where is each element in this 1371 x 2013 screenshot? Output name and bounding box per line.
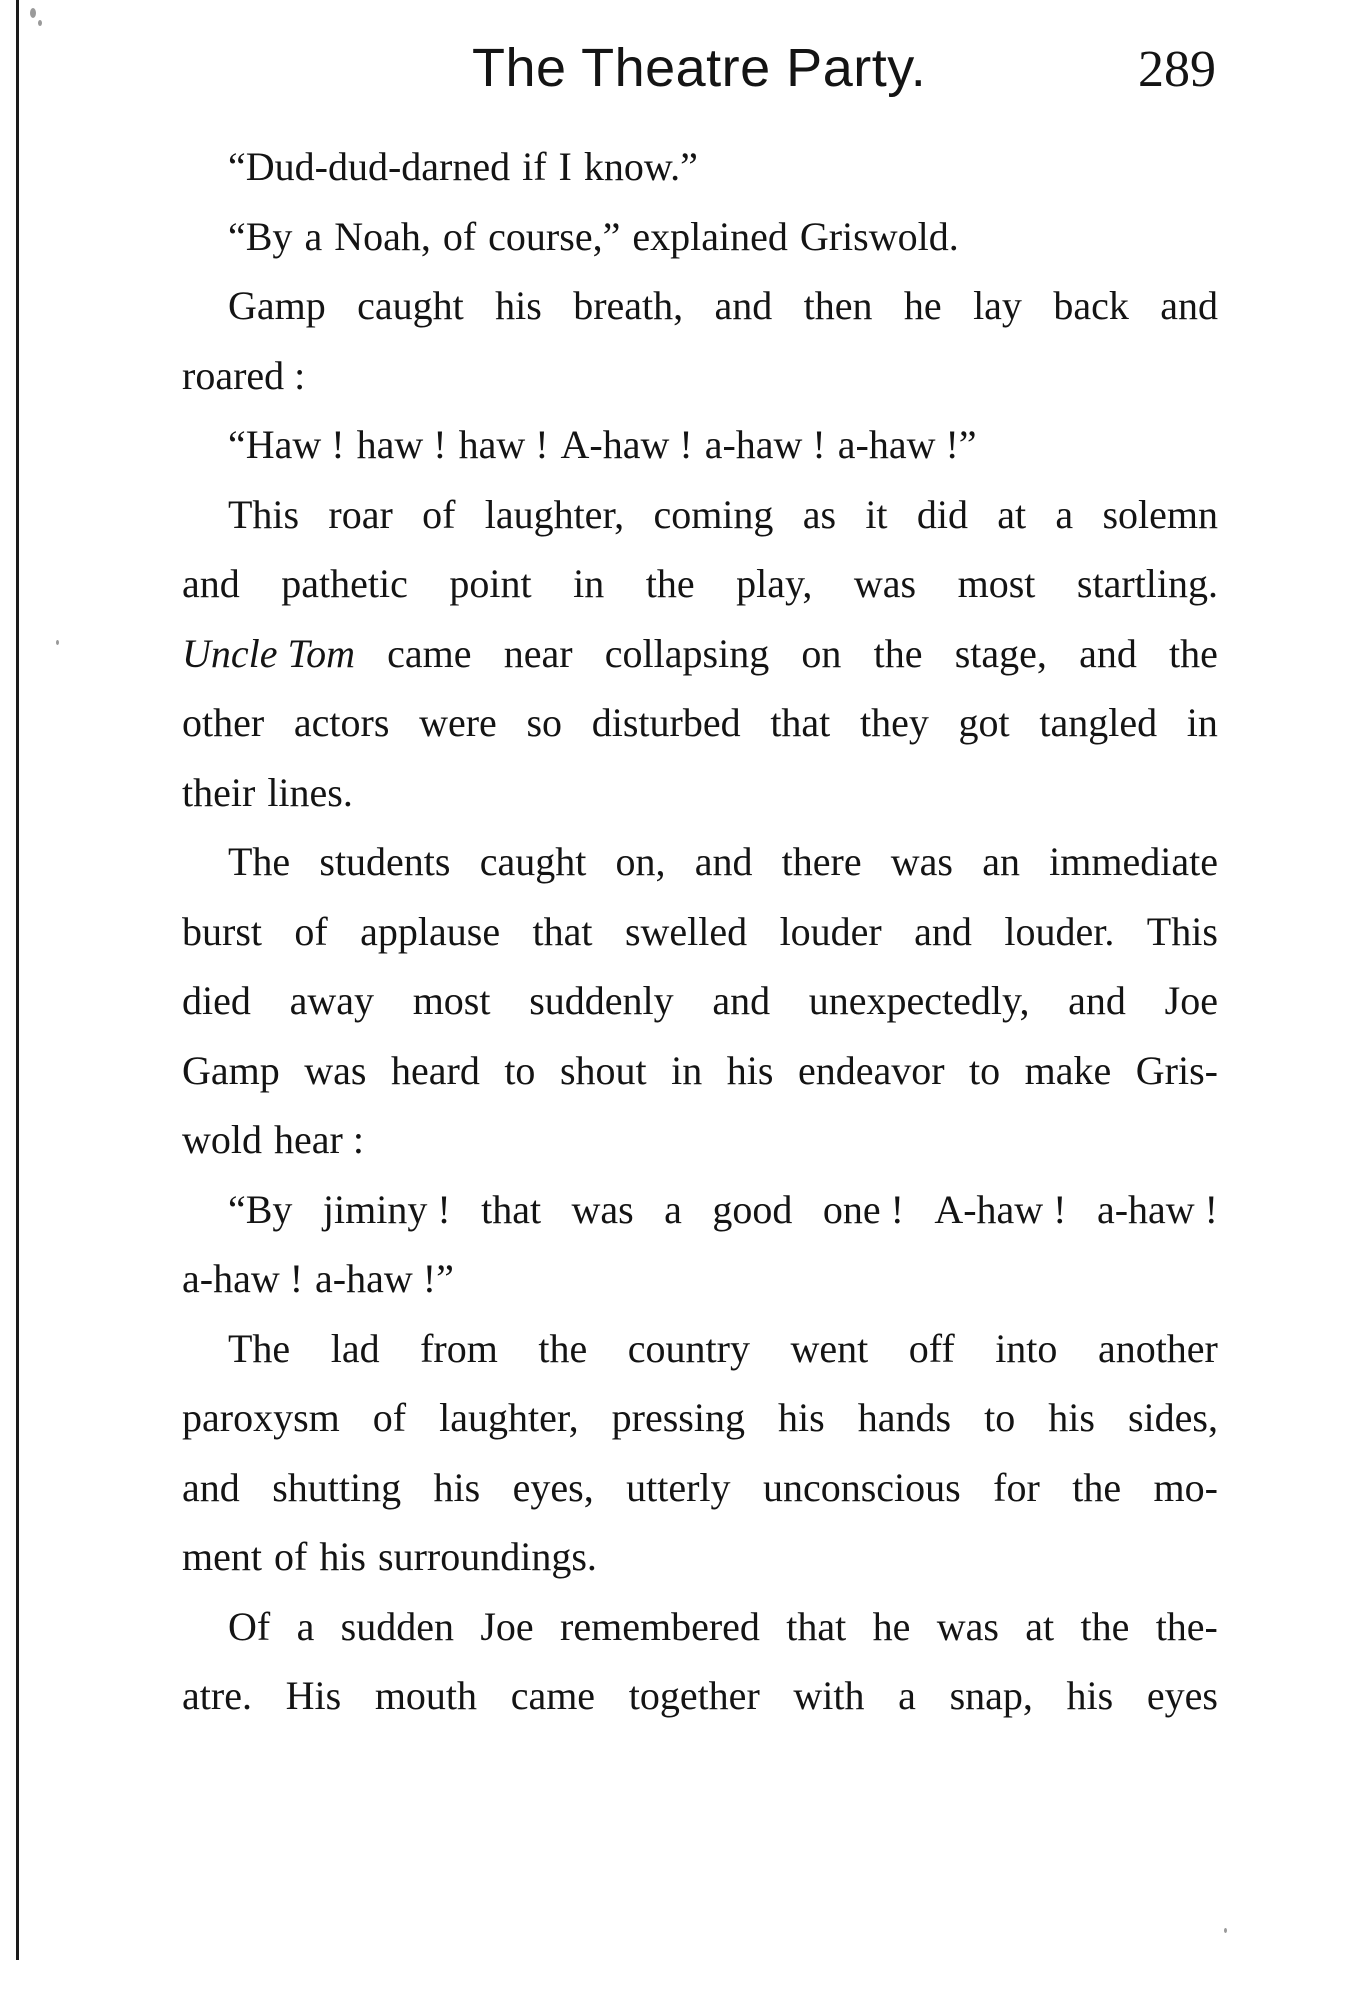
word: solemn [1102,491,1218,537]
word: and [182,1464,240,1510]
word: most [412,978,491,1023]
body-text [182,132,1218,1731]
word: was [890,839,953,884]
word: “By [228,1186,293,1232]
word: did [916,491,968,537]
word: applause [360,908,501,954]
text-line [182,549,1218,619]
word: a [1055,491,1074,537]
word: a-haw ! [704,422,826,467]
word: coming [653,491,774,537]
word: the [538,1325,588,1371]
word: of [442,213,477,259]
text-line [182,1453,1218,1523]
word: for [993,1464,1040,1510]
word: the [1080,1603,1130,1649]
word: in [1186,700,1218,745]
text-line [182,827,1218,897]
word: his [778,1395,825,1440]
word: swelled [624,908,748,954]
word: a-haw !” [837,422,977,467]
word: remembered [560,1603,760,1649]
text-line [182,202,1218,272]
word: shout [559,1047,647,1093]
word: he [903,283,942,328]
text-line [182,897,1218,967]
word: “Haw ! [228,422,345,467]
word: sudden [340,1603,454,1649]
word: Joe [480,1603,534,1649]
text-line [182,1661,1218,1731]
word: of [294,908,328,954]
word: A-haw ! [934,1186,1067,1232]
word: jiminy ! [322,1186,451,1232]
word: “Dud-dud-darned [228,144,511,189]
word: one ! [822,1186,904,1232]
word: make [1024,1047,1112,1093]
word: caught [357,283,464,328]
word: laughter, [439,1395,579,1440]
word: caught [479,839,587,884]
word: hands [857,1395,952,1440]
word: disturbed [591,700,741,745]
word: mo- [1153,1464,1218,1510]
word: Gamp [228,283,326,328]
word: from [420,1325,498,1371]
text-line [182,758,1218,828]
word: pathetic [281,561,408,606]
word: in [573,561,605,606]
word: explained [632,213,788,259]
word: haw ! [356,422,447,467]
word: students [319,839,451,884]
text-line [182,1383,1218,1453]
word: immediate [1049,839,1218,884]
word: stage, [954,630,1047,676]
word: if [522,144,547,189]
word: their [182,769,256,815]
word: it [865,491,888,537]
word: a-haw !” [315,1256,454,1301]
word: a-haw ! [1096,1186,1218,1232]
word: Gris- [1135,1047,1218,1093]
word: so [526,700,563,745]
word: on [801,630,842,676]
word: laughter, [484,491,625,537]
word: louder [779,908,882,954]
word: a [664,1186,682,1232]
word: utterly [626,1464,731,1510]
word: His [285,1673,342,1718]
word: his [726,1047,774,1093]
paper-speck [1224,1928,1227,1933]
word: “By [228,213,293,259]
word: died [182,978,251,1023]
word: his [319,1534,366,1579]
word: a-haw ! [182,1256,304,1301]
word: course,” [488,213,621,259]
text-line [182,1105,1218,1175]
word: I [558,144,572,189]
word: mouth [374,1673,478,1718]
text-line [182,1244,1218,1314]
word: and [694,839,753,884]
word: to [504,1047,536,1093]
word: then [803,283,873,328]
word: Of [228,1603,271,1649]
word: as [802,491,837,537]
word: atre. [182,1673,252,1718]
word: that [481,1186,542,1232]
word: away [289,978,374,1023]
word: his [433,1464,481,1510]
word: burst [182,908,262,954]
paper-speck [56,640,59,645]
word: was [936,1603,999,1649]
word: louder. [1004,908,1115,954]
word: together [628,1673,760,1718]
word: and [1068,978,1126,1023]
text-line [182,341,1218,411]
word: of [372,1395,407,1440]
word: came [510,1673,596,1718]
word: went [790,1325,869,1371]
word: in [671,1047,703,1093]
word: and [1079,630,1137,676]
word: back [1053,283,1129,328]
word: country [627,1325,750,1371]
word: was [853,561,917,606]
word: a [304,213,323,259]
word: the [1169,630,1218,676]
page-gutter-edge [16,0,19,1960]
word: his [495,283,542,328]
word: know.” [583,144,698,189]
word: Gamp [182,1047,280,1093]
word: play, [736,561,813,606]
text-line [182,688,1218,758]
word: actors [293,700,390,745]
word: and [712,978,771,1023]
word: Griswold. [799,213,959,259]
text-line [182,1175,1218,1245]
word: the- [1155,1603,1218,1649]
text-line [182,1522,1218,1592]
word: ment [182,1534,262,1579]
word: paroxysm [182,1395,340,1440]
word: that [786,1603,847,1649]
word: lad [330,1325,380,1371]
word: collapsing [604,630,770,676]
word: hear : [274,1117,364,1162]
text-line [182,1592,1218,1662]
word: pressing [611,1395,745,1440]
word: got [958,700,1010,745]
word: came [387,630,472,676]
text-line [182,410,1218,480]
word: This [1146,908,1218,954]
word: endeavor [797,1047,945,1093]
word: on, [615,839,666,884]
word: unconscious [762,1464,961,1510]
word: at [1025,1603,1055,1649]
word: off [908,1325,955,1371]
word: surroundings. [378,1534,597,1579]
word: lines. [267,769,353,815]
word: was [571,1186,634,1232]
word: suddenly [529,978,674,1023]
text-line [182,966,1218,1036]
word: a [296,1603,315,1649]
word: was [304,1047,367,1093]
word: The [228,1325,291,1371]
word: Uncle Tom [182,630,355,676]
word: good [712,1186,793,1232]
word: startling. [1076,561,1218,606]
word: roar [328,491,393,537]
word: he [872,1603,911,1649]
running-head [0,28,1371,108]
page-number: 289 [1138,41,1216,98]
text-line [182,619,1218,689]
word: to [969,1047,1001,1093]
word: lay [973,283,1022,328]
word: snap, [949,1673,1033,1718]
word: most [957,561,1036,606]
word: Joe [1164,978,1218,1023]
running-title: The Theatre Party. [472,38,927,98]
word: point [449,561,532,606]
word: shutting [272,1464,402,1510]
word: Noah, [334,213,431,259]
word: that [770,700,831,745]
word: A-haw ! [560,422,693,467]
text-line [182,1314,1218,1384]
word: of [273,1534,308,1579]
word: of [422,491,456,537]
word: and [1160,283,1218,328]
word: roared : [182,352,306,398]
word: haw ! [458,422,549,467]
word: his [1048,1395,1095,1440]
word: heard [390,1047,480,1093]
word: other [182,700,265,745]
word: at [997,491,1027,537]
word: were [419,700,497,745]
word: This [228,491,300,537]
word: unexpectedly, [808,978,1030,1023]
word: eyes [1146,1673,1218,1718]
word: and [182,561,240,606]
word: there [781,839,862,884]
word: and [914,908,972,954]
word: eyes, [512,1464,594,1510]
word: the [645,561,695,606]
word: his [1066,1673,1114,1718]
text-line [182,1036,1218,1106]
paper-speck [38,20,42,26]
word: breath, [573,283,684,328]
word: the [1072,1464,1122,1510]
word: and [714,283,773,328]
word: the [873,630,923,676]
word: wold [182,1117,262,1162]
word: that [532,908,593,954]
text-line [182,132,1218,202]
word: another [1097,1325,1218,1371]
paper-speck [30,8,36,18]
word: they [859,700,929,745]
text-line [182,480,1218,550]
word: a [898,1673,916,1718]
word: near [503,630,573,676]
word: tangled [1039,700,1158,745]
word: to [984,1395,1016,1440]
text-line [182,271,1218,341]
word: The [228,839,291,884]
word: sides, [1127,1395,1218,1440]
word: an [982,839,1020,884]
word: with [793,1673,865,1718]
word: into [995,1325,1058,1371]
